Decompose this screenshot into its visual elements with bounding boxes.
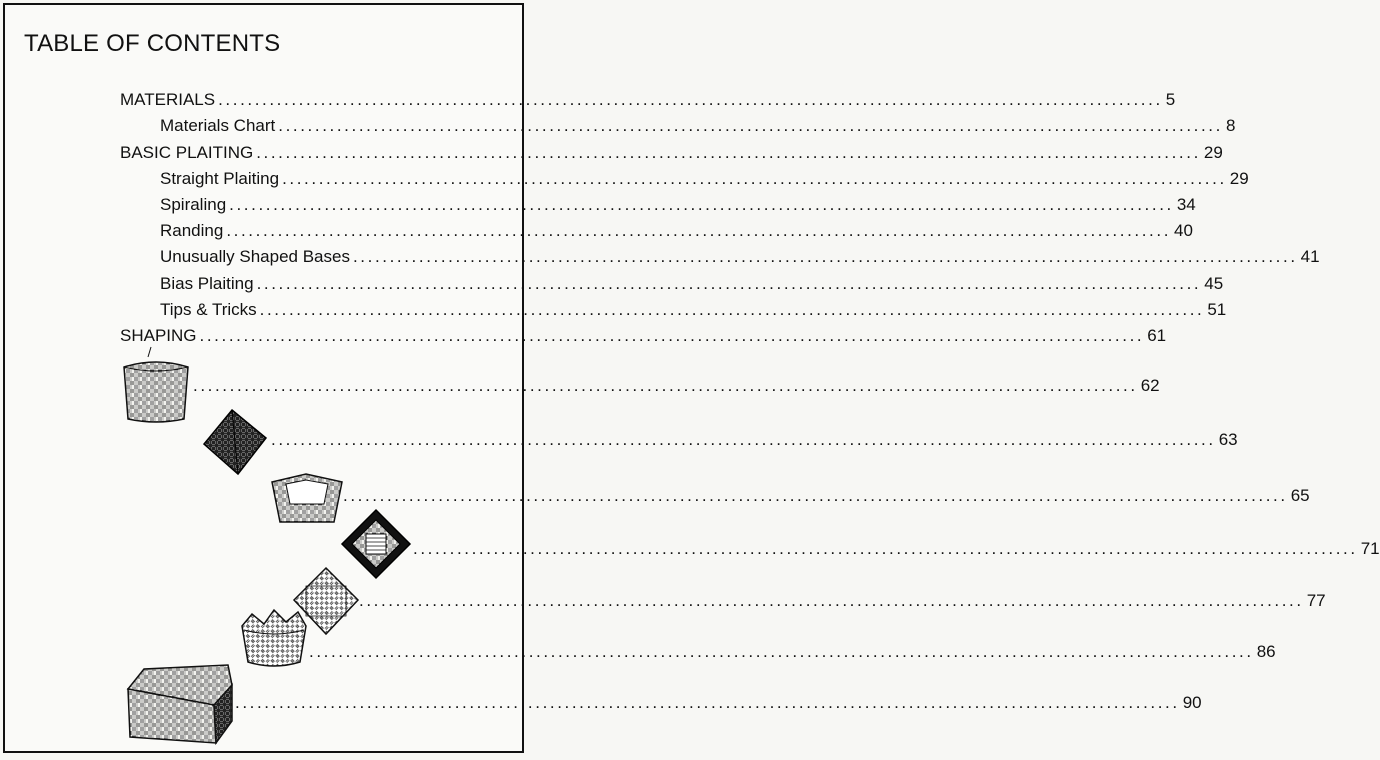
toc-entry-shaping-1[interactable]: [190, 374, 1160, 396]
toc-page-number: 34: [1176, 195, 1196, 214]
dot-leader: .................................................................................................................................: [359, 591, 1304, 610]
toc-label: Materials Chart: [160, 116, 276, 135]
dot-leader: .................................................................................................................................: [352, 247, 1298, 266]
toc-entry-shaping-6[interactable]: [306, 640, 1276, 662]
toc-entry-randing[interactable]: [160, 219, 1193, 241]
toc-page-number: 5: [1165, 90, 1176, 109]
dot-leader: .................................................................................................................................: [229, 195, 1174, 214]
toc-page-number: 90: [1182, 693, 1202, 712]
toc-entry-shaping-4[interactable]: [410, 537, 1380, 559]
toc-entry-shaping-5[interactable]: [356, 589, 1326, 611]
toc-page-number: 62: [1140, 376, 1160, 395]
woven-bowl-basket-icon: [238, 604, 310, 672]
toc-entry-shaping-2[interactable]: [268, 428, 1238, 450]
dot-leader: .................................................................................................................................: [256, 274, 1202, 293]
toc-label: Unusually Shaped Bases: [160, 247, 350, 266]
toc-entry-shaping-7[interactable]: [232, 691, 1202, 713]
toc-entry-tips-and-tricks[interactable]: [160, 298, 1227, 320]
dot-leader: .................................................................................................................................: [282, 169, 1227, 188]
toc-page-number: 71: [1360, 539, 1380, 558]
page-title: TABLE OF CONTENTS: [24, 30, 281, 57]
toc-page-number: 86: [1256, 642, 1276, 661]
toc-page-number: 45: [1204, 274, 1224, 293]
dot-leader: .................................................................................................................................: [271, 430, 1216, 449]
toc-page-number: 51: [1207, 300, 1227, 319]
toc-label: Tips & Tricks: [160, 300, 257, 319]
toc-label: Randing: [160, 221, 224, 240]
toc-page-number: 61: [1147, 326, 1167, 345]
dot-leader: .................................................................................................................................: [226, 221, 1172, 240]
toc-label: Spiraling: [160, 195, 227, 214]
dot-leader: .................................................................................................................................: [278, 116, 1223, 135]
toc-entry-shaping[interactable]: [120, 324, 1167, 346]
toc-page-number: 63: [1218, 430, 1238, 449]
dot-leader: .................................................................................................................................: [256, 143, 1201, 162]
dot-leader: .................................................................................................................................: [218, 90, 1163, 109]
toc-label: MATERIALS: [120, 90, 216, 109]
toc-page-number: 65: [1290, 486, 1310, 505]
dot-leader: .................................................................................................................................: [259, 300, 1205, 319]
toc-entry-straight-plaiting[interactable]: [160, 167, 1249, 189]
toc-entry-spiraling[interactable]: [160, 193, 1196, 215]
toc-page-number: 8: [1225, 116, 1236, 135]
dot-leader: .................................................................................................................................: [343, 486, 1288, 505]
toc-label: Straight Plaiting: [160, 169, 280, 188]
dot-leader: .................................................................................................................................: [199, 326, 1145, 345]
toc-page-number: 40: [1174, 221, 1193, 240]
toc-page-number: 29: [1203, 143, 1223, 162]
dot-leader: .................................................................................................................................: [309, 642, 1254, 661]
toc-label: SHAPING: [120, 326, 197, 345]
woven-diamond-basket-icon: [200, 408, 270, 478]
dot-leader: .................................................................................................................................: [235, 693, 1180, 712]
toc-entry-basic-plaiting[interactable]: [120, 141, 1223, 163]
dot-leader: .................................................................................................................................: [413, 539, 1358, 558]
woven-rectangular-basket-icon: [124, 655, 236, 747]
toc-page-number: 29: [1229, 169, 1249, 188]
toc-label: Bias Plaiting: [160, 274, 254, 293]
toc-label: BASIC PLAITING: [120, 143, 254, 162]
woven-flared-basket-icon: [270, 470, 344, 530]
woven-square-basket-icon: [118, 345, 194, 427]
toc-entry-unusually-shaped-bases[interactable]: [160, 245, 1320, 267]
toc-entry-materials[interactable]: [120, 88, 1176, 110]
toc-entry-bias-plaiting[interactable]: [160, 272, 1224, 294]
dot-leader: .................................................................................................................................: [193, 376, 1138, 395]
toc-entry-materials-chart[interactable]: [160, 114, 1236, 136]
toc-page-number: 77: [1306, 591, 1326, 610]
toc-page-number: 41: [1300, 247, 1320, 266]
toc-entry-shaping-3[interactable]: [340, 484, 1310, 506]
